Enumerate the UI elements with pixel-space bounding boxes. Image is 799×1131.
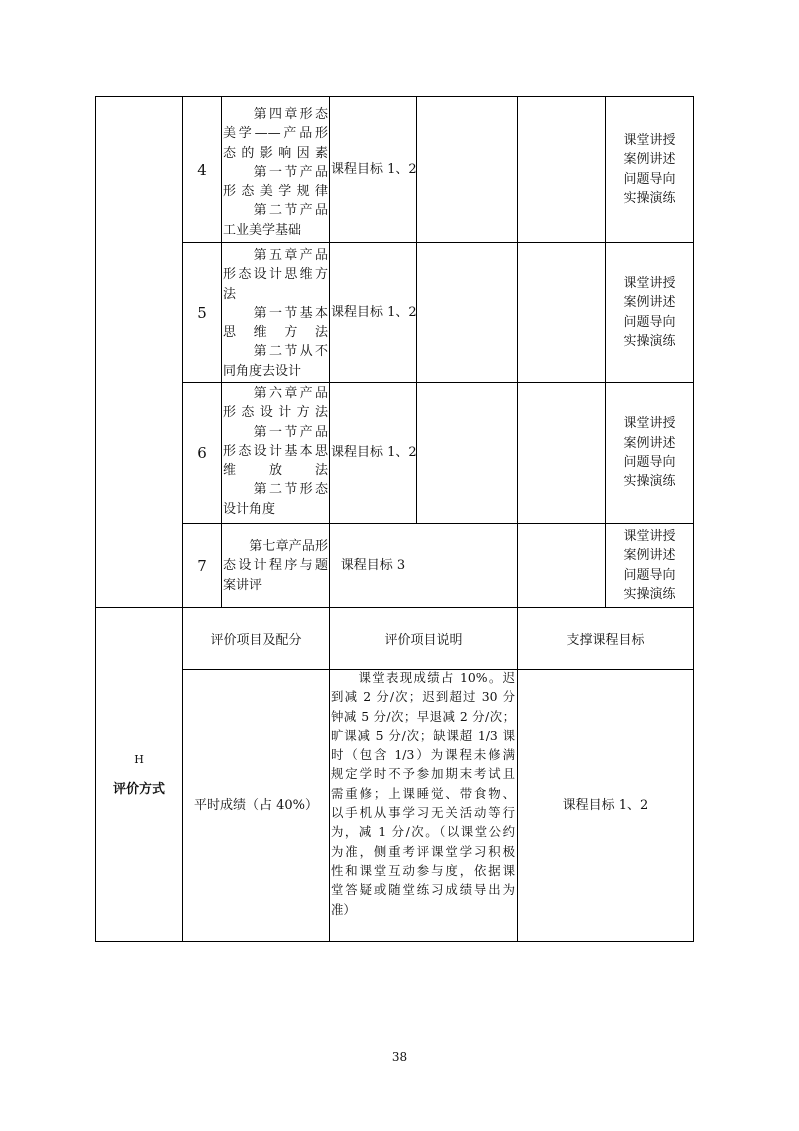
method-item: 案例讲述 [623, 548, 676, 564]
description-line: 性和课堂互动参与度，依据课 [331, 862, 515, 878]
content-line: 第四章形态 [223, 107, 328, 122]
description-line: 到减 2 分/次；迟到超过 30 分 [331, 689, 515, 705]
evaluation-item: 平时成绩（占 40%） [193, 797, 319, 813]
method-item: 案例讲述 [623, 295, 676, 311]
content-line: 形态美学规律 [223, 184, 328, 200]
teaching-methods [606, 524, 693, 607]
description-line: 堂答疑或随堂练习成绩导出为 [331, 882, 515, 898]
evaluation-description [331, 668, 515, 919]
method-item: 实操演练 [623, 190, 676, 206]
table-bottom-border [95, 941, 694, 942]
content-line: 第一节产品 [223, 424, 328, 440]
row-number: 4 [197, 160, 207, 179]
method-item: 问题导向 [623, 567, 676, 583]
teaching-methods [606, 97, 693, 242]
method-item: 课堂讲授 [623, 416, 676, 432]
method-item: 案例讲述 [623, 152, 676, 168]
description-line: 准） [331, 901, 356, 917]
method-item: 案例讲述 [623, 435, 676, 451]
content-line: 形态设计方法 [223, 405, 328, 421]
content-line: 态的影响因素 [223, 145, 328, 161]
content-line: 态设计程序与题 [223, 558, 328, 574]
content-line: 第一节基本 [223, 305, 328, 321]
method-item: 问题导向 [623, 171, 676, 187]
header-item: 评价项目及配分 [210, 633, 302, 648]
method-item: 问题导向 [623, 455, 676, 470]
header-goal: 支撑课程目标 [566, 633, 645, 648]
description-line: 需重修；上课睡觉、带食物、 [331, 785, 515, 801]
content-line: 美学——产品形 [223, 126, 328, 142]
content-line: 思维方法 [223, 325, 328, 341]
description-line: 为准，侧重考评课堂学习积极 [331, 843, 515, 859]
content-line: 法 [223, 286, 237, 302]
section-label [96, 608, 182, 941]
content-line: 第二节产品 [223, 203, 328, 219]
method-item: 课堂讲授 [623, 528, 676, 544]
content-line: 第五章产品 [223, 248, 328, 263]
row-number: 7 [197, 556, 207, 575]
content-line: 设计角度 [223, 501, 276, 517]
content-line: 第六章产品 [223, 386, 328, 401]
row-number: 6 [197, 444, 207, 462]
description-line: 课堂表现成绩占 10%。迟 [331, 670, 515, 685]
chapter-content [223, 105, 328, 240]
page-number: 38 [391, 1050, 408, 1064]
content-line: 第二节形态 [223, 482, 328, 498]
teaching-methods [606, 243, 693, 382]
content-line: 同角度去设计 [223, 363, 302, 379]
column-divider [221, 96, 222, 607]
evaluation-goal: 课程目标 1、2 [562, 797, 649, 813]
description-line: 时（包含 1/3）为课程未修满 [331, 747, 515, 763]
section-title: 评价方式 [112, 781, 165, 797]
method-item: 实操演练 [623, 586, 676, 602]
method-item: 课堂讲授 [623, 132, 676, 148]
description-line: 钟减 5 分/次；早退减 2 分/次； [331, 708, 515, 724]
table-right-border [693, 96, 694, 942]
content-line: 维放法 [223, 463, 328, 479]
chapter-content [223, 246, 328, 381]
content-line: 案讲评 [223, 577, 263, 593]
course-objective: 课程目标 1、2 [331, 445, 417, 461]
content-line: 第二节从不 [223, 344, 328, 360]
header-description: 评价项目说明 [384, 633, 463, 648]
content-line: 形态设计思维方 [223, 267, 328, 283]
description-line: 为，减 1 分/次。（以课堂公约 [331, 824, 515, 840]
method-item: 问题导向 [623, 314, 676, 330]
chapter-content [223, 537, 328, 595]
content-line: 形态设计基本思 [223, 443, 328, 459]
chapter-content [223, 384, 328, 519]
teaching-methods [606, 383, 693, 523]
description-line: 以手机从事学习无关活动等行 [331, 805, 515, 821]
content-line: 第一节产品 [223, 164, 328, 180]
description-line: 旷课减 5 分/次；缺课超 1/3 课 [331, 727, 515, 743]
content-line: 第七章产品形 [223, 539, 328, 554]
course-objective: 课程目标 1、2 [331, 304, 417, 320]
section-letter: H [134, 753, 144, 767]
method-item: 课堂讲授 [623, 275, 676, 291]
method-item: 实操演练 [623, 474, 676, 490]
method-item: 实操演练 [623, 333, 676, 349]
course-objective: 课程目标 3 [340, 557, 406, 573]
course-objective: 课程目标 1、2 [331, 161, 417, 177]
description-line: 规定学时不予参加期末考试且 [331, 766, 515, 782]
column-divider [329, 96, 330, 942]
content-line: 工业美学基础 [223, 222, 302, 238]
row-number: 5 [197, 303, 207, 322]
